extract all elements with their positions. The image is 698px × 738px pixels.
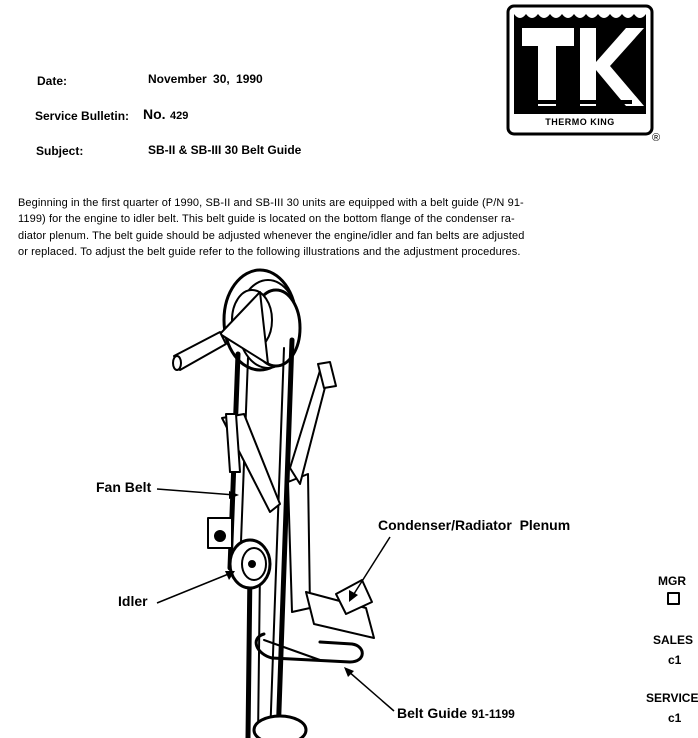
callout-belt-guide-part: 91-1199 [471,707,515,721]
callout-belt-guide [397,705,515,723]
intro-line: Beginning in the first quarter of 1990, SB-II and SB-III 30 units are equipped with a belt guide (P/N 91- [18,197,524,209]
thermo-king-logo [506,4,661,144]
date-label: Date: [37,74,68,88]
bulletin-number: 429 [170,110,189,122]
callout-fan-belt-arrow [155,483,245,503]
callout-belt-guide-label: Belt Guide [397,705,468,721]
date-value: November 30, 1990 [148,72,263,86]
bulletin-label: Service Bulletin: [35,109,130,123]
callout-fan-belt: Fan Belt [96,479,152,495]
routing-service-label: SERVICE [646,691,698,705]
bulletin-number-group [143,106,188,124]
intro-line: diator plenum. The belt guide should be adjusted whenever the engine/idler and fan belts are adjusted [18,229,525,242]
subject-value: SB-II & SB-III 30 Belt Guide [148,143,302,157]
bulletin-no-prefix: No. [143,106,166,122]
callout-idler-arrow [155,567,245,607]
routing-mgr-checkbox[interactable] [667,592,680,605]
callout-plenum: Condenser/Radiator Plenum [378,517,571,533]
routing-mgr-label: MGR [658,574,686,588]
subject-label: Subject: [36,144,84,158]
intro-line: 1199) for the engine to idler belt. This belt guide is located on the bottom flange of the condenser ra- [18,213,515,226]
intro-line: or replaced. To adjust the belt guide refer to the following illustrations and the adjustment procedures. [18,245,521,258]
logo-brand-text: THERMO KING [545,117,615,127]
intro-paragraph [18,195,598,260]
routing-service-copies: c1 [668,711,682,725]
callout-plenum-arrow [340,535,400,605]
routing-sales-copies: c1 [668,653,682,667]
routing-sales-label: SALES [653,633,694,647]
registered-mark: ® [652,132,661,144]
callout-belt-guide-arrow [340,665,400,715]
callout-idler: Idler [118,593,148,609]
